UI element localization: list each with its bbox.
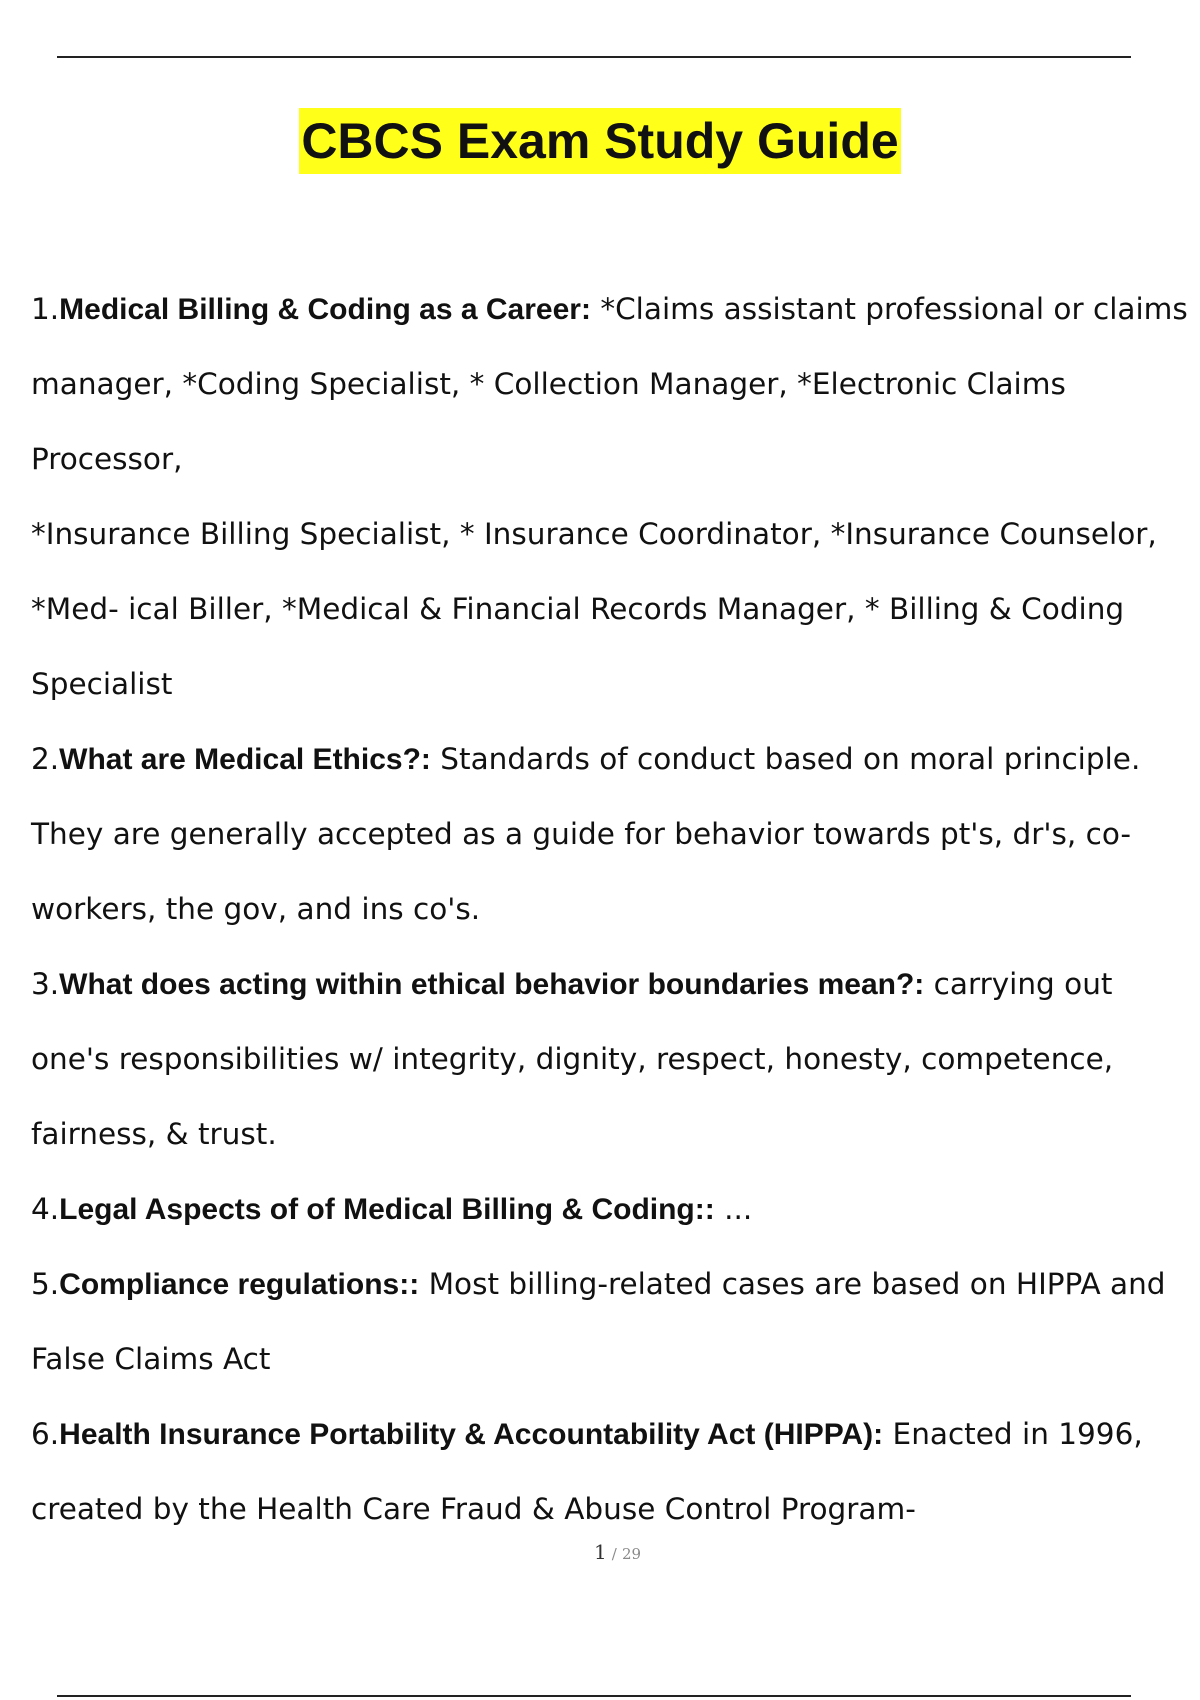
item-term: Compliance regulations:: <box>59 1268 420 1301</box>
page-separator: / <box>611 1545 617 1563</box>
item-term: What are Medical Ethics?: <box>59 743 431 776</box>
item-number: 4. <box>31 1192 60 1226</box>
page-indicator <box>0 1540 1200 1564</box>
item-number: 1. <box>31 292 60 326</box>
item-definition: *Claims assistant professional or claims manager, *Coding Specialist, * Collection Manager, *Electronic Claims Processor, <box>31 292 1188 476</box>
list-item-2 <box>31 722 1196 947</box>
item-definition-continued: *Insurance Billing Specialist, * Insurance Coordinator, *Insurance Counselor, *Med- ical Biller, *Medical & Financial Records Manager, * Billing & Coding Specialist <box>31 517 1157 701</box>
list-item-3 <box>31 947 1196 1172</box>
top-divider <box>57 56 1131 58</box>
bottom-divider <box>57 1695 1131 1697</box>
list-item-1-continued <box>31 497 1196 722</box>
item-number: 5. <box>31 1267 60 1301</box>
item-term: Medical Billing & Coding as a Career: <box>59 293 591 326</box>
item-definition: Most billing-related cases are based on HIPPA and False Claims Act <box>31 1267 1166 1376</box>
study-guide-list <box>31 272 1196 1547</box>
item-number: 6. <box>31 1417 60 1451</box>
item-number: 3. <box>31 967 60 1001</box>
list-item-4 <box>31 1172 1196 1247</box>
list-item-6 <box>31 1397 1196 1547</box>
list-item-1 <box>31 272 1196 497</box>
title-area <box>0 108 1200 174</box>
list-item-5 <box>31 1247 1196 1397</box>
item-definition: ... <box>714 1192 753 1226</box>
item-term: Health Insurance Portability & Accountability Act (HIPPA): <box>59 1418 884 1451</box>
document-title: CBCS Exam Study Guide <box>299 108 900 174</box>
current-page-number: 1 <box>593 1540 607 1564</box>
item-term: Legal Aspects of of Medical Billing & Coding:: <box>59 1193 715 1226</box>
item-term: What does acting within ethical behavior boundaries mean?: <box>59 968 925 1001</box>
item-number: 2. <box>31 742 60 776</box>
total-page-count: 29 <box>621 1545 642 1563</box>
item-definition: Standards of conduct based on moral principle. They are generally accepted as a guide for behavior towards pt's, dr's, co-workers, the gov, and ins co's. <box>31 742 1141 926</box>
item-definition: carrying out one's responsibilities w/ integrity, dignity, respect, honesty, competence, fairness, & trust. <box>31 967 1114 1151</box>
item-definition: Enacted in 1996, created by the Health Care Fraud & Abuse Control Program- <box>31 1417 1143 1526</box>
